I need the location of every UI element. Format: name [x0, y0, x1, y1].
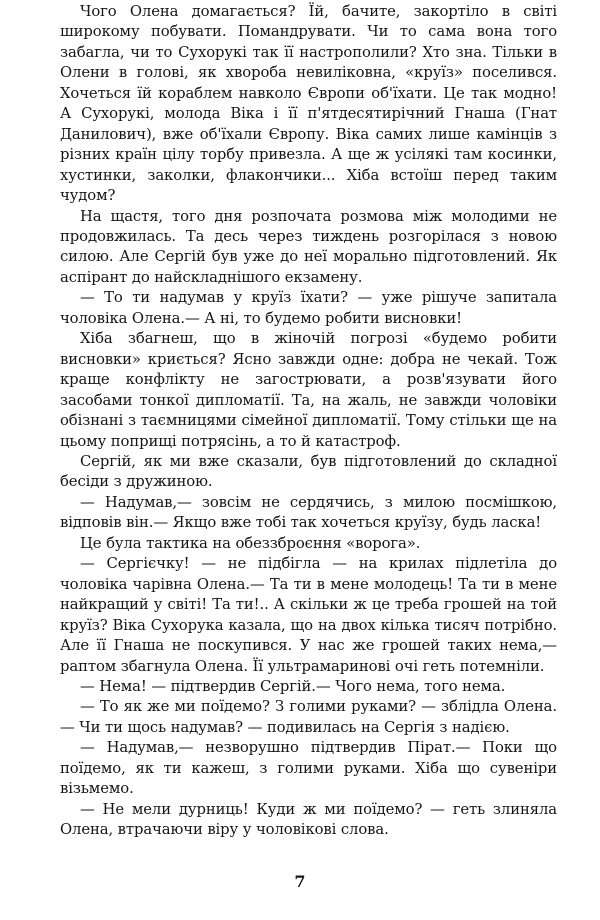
paragraph-1: Чого Олена домагається? Їй, бачите, закортіло в світі широкому побувати. Помандрувати. Чи то сама вона того забагла, чи то Сухорукі так її настрополили? Хто зна. Тільки в Олени в голові, як хвороба невиліковна, «круїз» поселився. Хочеться їй кораблем навколо Європи об'їхати. Це так модно! А Сухорукі, молода Віка і її п'ятдесятирічний Гнаша (Гнат Данилович), вже об'їхали Європу. Віка самих лише камінців з різних країн цілу торбу привезла. А ще ж усілякі там косинки, хустинки, заколки, флакончики... Хіба встоїш перед таким чудом?: [60, 3, 557, 205]
body-text: [60, 2, 557, 841]
paragraph-5: Сергій, як ми вже сказали, був підготовлений до складної бесіди з дружиною.: [60, 452, 557, 491]
paragraph-11: — Надумав,— незворушно підтвердив Пірат.— Поки що поїдемо, як ти кажеш, з голими руками. Хіба що сувеніри візьмемо.: [60, 739, 557, 798]
paragraph-2: На щастя, того дня розпочата розмова між молодими не продовжилась. Та десь через тиждень розгорілася з новою силою. Але Сергій був уже до неї морально підготовлений. Як аспірант до найскладнішого екзамену.: [60, 207, 557, 286]
paragraph-12: — Не мели дурниць! Куди ж ми поїдемо? — геть злиняла Олена, втрачаючи віру у чоловікові слова.: [60, 800, 557, 839]
paragraph-10: — То як же ми поїдемо? З голими руками? — зблідла Олена.— Чи ти щось надумав? — подивилась на Сергія з надією.: [60, 698, 557, 736]
paragraph-8: — Сергієчку! — не підбігла — на крилах підлетіла до чоловіка чарівна Олена.— Та ти в мене молодець! Та ти в мене найкращий у світі! Та ти!.. А скільки ж це треба грошей на той круїз? Віка Сухорука казала, що на двох кілька тисяч потрібно. Але її Гнаша не поскупився. У нас же грошей таких нема,— раптом збагнула Олена. Її ультрамаринові очі геть потемніли.: [60, 555, 557, 675]
page-number: 7: [294, 872, 306, 891]
paragraph-6: — Надумав,— зовсім не сердячись, з милою посмішкою, відповів він.— Якщо вже тобі так хочеться круїзу, будь ласка!: [60, 493, 557, 532]
paragraph-3: — То ти надумав у круїз їхати? — уже рішуче запитала чоловіка Олена.— А ні, то будемо робити висновки!: [60, 289, 557, 327]
paragraph-9: — Нема! — підтвердив Сергій.— Чого нема, того нема.: [80, 677, 506, 695]
paragraph-7: Це була тактика на обеззброєння «ворога».: [80, 534, 421, 552]
paragraph-4: Хіба збагнеш, що в жіночій погрозі «будемо робити висновки» криється? Ясно завжди одне: добра не чекай. Тож краще конфлікту не загострювати, а розв'язувати його засобами тонкої дипломатії. Та, на жаль, не завжди чоловіки обізнані з таємницями сімейної дипломатії. Тому стільки ще на цьому поприщі потрясінь, а то й катастроф.: [60, 330, 557, 450]
